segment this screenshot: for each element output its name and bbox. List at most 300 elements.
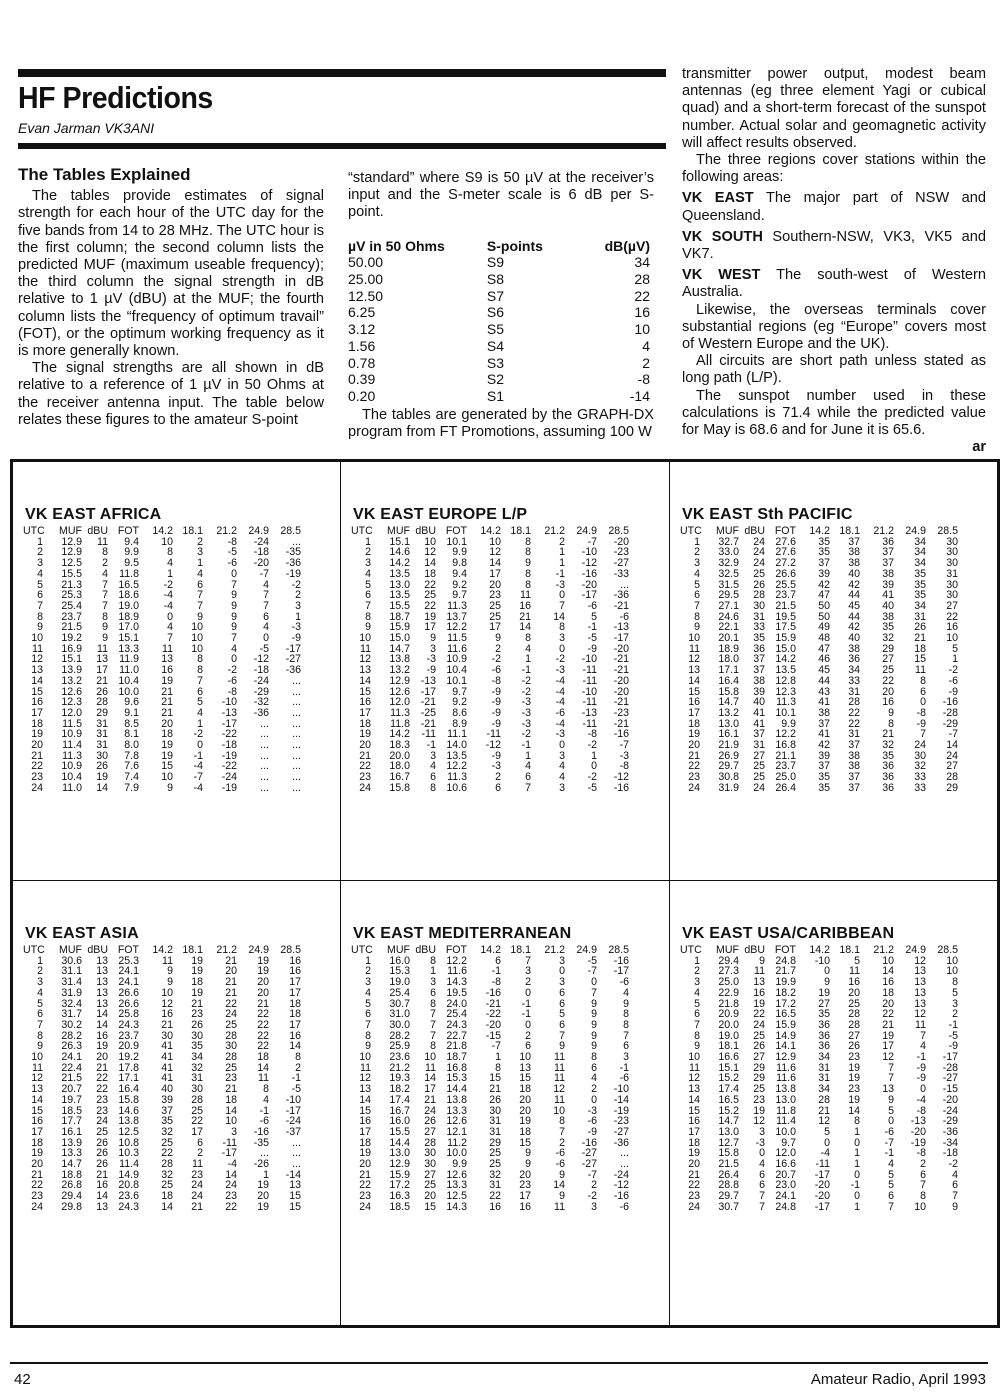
table-cell: -6 xyxy=(619,976,629,989)
prediction-column-header: 14.2 xyxy=(809,944,830,956)
table-cell: 13.0 xyxy=(718,1125,739,1138)
table-cell: 28.2 xyxy=(61,1029,82,1042)
table-cell: 1 xyxy=(197,557,203,570)
table-cell: 39 xyxy=(161,1093,173,1106)
table-cell: 19 xyxy=(688,728,700,741)
table-cell: 12 xyxy=(818,1115,830,1128)
table-cell: -6 xyxy=(884,1125,894,1138)
table-cell: 44 xyxy=(818,674,830,687)
prediction-column-header: 14.2 xyxy=(480,525,501,537)
table-cell: 12 xyxy=(424,546,436,559)
table-cell: 18 xyxy=(31,717,43,730)
table-cell: 26.4 xyxy=(775,781,796,794)
table-row xyxy=(680,1095,958,1106)
table-cell: 8 xyxy=(365,1029,371,1042)
table-cell: 18 xyxy=(914,642,926,655)
table-cell: -20 xyxy=(910,1125,926,1138)
table-cell: 0 xyxy=(167,610,173,623)
table-cell: -11 xyxy=(582,674,597,687)
table-cell: 26.6 xyxy=(118,997,139,1010)
table-cell: -2 xyxy=(587,771,597,784)
table-cell: 15 xyxy=(161,760,173,773)
table-cell: 11.6 xyxy=(447,642,467,655)
prediction-column-header: 21.2 xyxy=(873,525,894,537)
table-cell: 25 xyxy=(96,1125,108,1138)
table-cell: 21 xyxy=(225,986,237,999)
table-cell: 16 xyxy=(31,1115,43,1128)
table-cell: 32.7 xyxy=(718,535,739,548)
publication-line: Amateur Radio, April 1993 xyxy=(810,1371,986,1388)
table-cell: 8 xyxy=(920,1190,926,1203)
table-cell: 48 xyxy=(818,632,830,645)
table-cell: 6 xyxy=(920,685,926,698)
page-title: HF Predictions xyxy=(18,80,213,115)
table-cell: -2 xyxy=(555,653,565,666)
table-cell: -19 xyxy=(613,1104,629,1117)
table-cell: 17 xyxy=(489,621,501,634)
table-cell: 12.9 xyxy=(61,535,82,548)
table-cell: 16.9 xyxy=(61,642,82,655)
table-cell: 17 xyxy=(191,1125,203,1138)
table-cell: 1 xyxy=(37,535,43,548)
table-cell: 4 xyxy=(623,986,629,999)
table-cell: 7 xyxy=(365,1018,371,1031)
table-cell: 19 xyxy=(848,1072,860,1085)
table-cell: 14.3 xyxy=(446,976,467,989)
table-cell: 14 xyxy=(96,781,108,794)
table-cell: 7 xyxy=(102,589,108,602)
table-cell: 22 xyxy=(225,997,237,1010)
table-cell: 19 xyxy=(257,1179,269,1192)
table-cell: 15.5 xyxy=(389,599,410,612)
table-cell: -6 xyxy=(555,1158,565,1171)
table-cell: 7 xyxy=(231,578,237,591)
region-vk-east xyxy=(682,190,986,224)
table-cell: 6 xyxy=(623,1040,629,1053)
table-cell: 10 xyxy=(519,1051,531,1064)
table-cell: 41 xyxy=(753,706,765,719)
table-cell: 35 xyxy=(818,781,830,794)
table-cell: 17 xyxy=(359,1125,371,1138)
table-cell: 26 xyxy=(914,621,926,634)
table-cell: 11 xyxy=(520,589,531,602)
table-cell: 9 xyxy=(952,1200,958,1213)
table-cell: -36 xyxy=(613,1136,629,1149)
table-cell: 35 xyxy=(914,567,926,580)
table-cell: 25 xyxy=(489,610,501,623)
table-cell: 10 xyxy=(359,1051,371,1064)
table-cell: 16 xyxy=(688,696,700,709)
table-cell: 2 xyxy=(295,1061,301,1074)
table-cell: 29.7 xyxy=(718,760,739,773)
paragraph: The signal strengths are all shown in dB relative to a reference of 1 µV in 50 Ohms at the receiver antenna input. The table below relates these figures to the amateur S-point xyxy=(18,360,324,428)
table-cell: 4 xyxy=(197,567,203,580)
table-cell: 34 xyxy=(914,599,926,612)
table-cell: 4 xyxy=(102,567,108,580)
table-cell: 35 xyxy=(753,632,765,645)
table-cell: 13.9 xyxy=(61,664,82,677)
table-cell: 5 xyxy=(694,997,700,1010)
table-cell: -24 xyxy=(221,771,237,784)
table-cell: 21.9 xyxy=(718,739,739,752)
table-cell: -9 xyxy=(916,1072,926,1085)
table-cell: 8.0 xyxy=(124,739,139,752)
table-cell: 14 xyxy=(96,1008,108,1021)
table-cell: 23 xyxy=(96,1104,108,1117)
table-cell: 7.8 xyxy=(124,749,139,762)
table-cell: 19 xyxy=(191,965,203,978)
table-cell: 23 xyxy=(489,589,501,602)
table-cell: 1 xyxy=(854,1200,860,1213)
table-cell: 5 xyxy=(694,578,700,591)
table-cell: 9.9 xyxy=(124,546,139,559)
table-cell: 19 xyxy=(818,986,830,999)
table-cell: 31 xyxy=(96,739,108,752)
table-cell: 7.4 xyxy=(124,771,139,784)
table-cell: 1 xyxy=(854,1147,860,1160)
table-cell: -13 xyxy=(420,674,436,687)
table-cell: -4 xyxy=(163,599,173,612)
table-cell: 27.3 xyxy=(718,965,739,978)
table-cell: 13.3 xyxy=(446,1104,467,1117)
prediction-panel-east-usa-caribbean xyxy=(669,880,998,1326)
table-cell: 5 xyxy=(591,610,597,623)
table-cell: 22.9 xyxy=(718,986,739,999)
table-cell: 31.9 xyxy=(718,781,739,794)
table-cell: 13.5 xyxy=(389,567,410,580)
prediction-column-header: dBU xyxy=(744,944,765,956)
table-cell: 38 xyxy=(882,567,894,580)
table-cell: -13 xyxy=(910,1115,926,1128)
table-cell: 12 xyxy=(161,997,173,1010)
table-cell: 13 xyxy=(31,664,43,677)
table-cell: 13 xyxy=(31,1083,43,1096)
paragraph: The three regions cover stations within the following areas: xyxy=(682,152,986,186)
table-cell: 19 xyxy=(31,728,43,741)
table-cell: 3 xyxy=(231,1125,237,1138)
table-cell: -17 xyxy=(285,1104,301,1117)
table-cell: 19 xyxy=(753,1104,765,1117)
table-cell: -3 xyxy=(555,664,565,677)
panel-title: VK EAST EUROPE L/P xyxy=(353,506,528,523)
table-cell: 3 xyxy=(759,1125,765,1138)
table-cell: 20 xyxy=(688,739,700,752)
table-cell: 4 xyxy=(365,567,371,580)
table-cell: 25.4 xyxy=(61,599,82,612)
table-cell: 1 xyxy=(854,1125,860,1138)
table-cell: -16 xyxy=(581,567,597,580)
table-cell: 24 xyxy=(225,1179,237,1192)
table-cell: -35 xyxy=(285,546,301,559)
table-cell: -21 xyxy=(420,717,436,730)
table-cell: -13 xyxy=(221,706,237,719)
table-cell: -1 xyxy=(291,1072,301,1085)
table-cell: 9 xyxy=(37,621,43,634)
table-cell: 12.6 xyxy=(389,685,410,698)
table-cell: 39 xyxy=(753,685,765,698)
table-cell: -5 xyxy=(259,642,269,655)
table-cell: 8.1 xyxy=(124,728,139,741)
table-cell: 8 xyxy=(430,954,436,967)
table-cell: 0 xyxy=(231,653,237,666)
spoint-cell-db: 22 xyxy=(634,287,650,304)
table-cell: 29 xyxy=(882,642,894,655)
table-cell: 36 xyxy=(818,1040,830,1053)
table-cell: 19 xyxy=(882,1029,894,1042)
table-cell: -27 xyxy=(285,653,301,666)
table-cell: 7 xyxy=(952,1190,958,1203)
prediction-column-header: UTC xyxy=(23,944,45,956)
table-cell: 10 xyxy=(31,1051,43,1064)
table-cell: 18 xyxy=(161,1190,173,1203)
table-cell: 0 xyxy=(759,1147,765,1160)
table-cell: 4 xyxy=(37,567,43,580)
table-cell: 9 xyxy=(623,997,629,1010)
prediction-column-header: UTC xyxy=(351,944,373,956)
table-cell: 15.9 xyxy=(775,632,796,645)
table-cell: -15 xyxy=(485,1029,501,1042)
prediction-column-header: 14.2 xyxy=(152,944,173,956)
table-cell: 18.7 xyxy=(446,1051,467,1064)
table-cell: 21 xyxy=(161,685,173,698)
table-cell: 4 xyxy=(365,986,371,999)
table-cell: 6 xyxy=(759,1179,765,1192)
table-cell: -3 xyxy=(555,728,565,741)
table-cell: 12 xyxy=(688,653,700,666)
table-cell: 2 xyxy=(525,1029,531,1042)
table-cell: 4 xyxy=(197,706,203,719)
table-cell: 31 xyxy=(489,1115,501,1128)
table-cell: 3 xyxy=(430,642,436,655)
table-cell: -24 xyxy=(613,1168,629,1181)
table-cell: 7 xyxy=(920,1179,926,1192)
table-cell: 16 xyxy=(882,976,894,989)
table-cell: 25.3 xyxy=(118,954,139,967)
table-cell: -4 xyxy=(555,685,565,698)
table-cell: 35 xyxy=(818,535,830,548)
table-cell: ... xyxy=(292,717,301,730)
table-cell: 22 xyxy=(489,1190,501,1203)
prediction-column-header: UTC xyxy=(680,525,702,537)
table-cell: 30 xyxy=(96,749,108,762)
table-cell: 19 xyxy=(191,986,203,999)
table-cell: 16 xyxy=(489,1200,501,1213)
table-cell: -2 xyxy=(521,685,531,698)
table-cell: 18.9 xyxy=(118,610,139,623)
table-cell: ... xyxy=(260,728,269,741)
table-cell: 32 xyxy=(161,1168,173,1181)
table-cell: -3 xyxy=(521,696,531,709)
table-cell: 9.7 xyxy=(452,589,467,602)
table-cell: 38 xyxy=(882,610,894,623)
prediction-column-header: 18.1 xyxy=(182,525,203,537)
table-cell: 16 xyxy=(359,696,371,709)
table-cell: 24 xyxy=(31,1200,43,1213)
table-cell: 16.7 xyxy=(389,1104,410,1117)
table-cell: -14 xyxy=(613,1093,629,1106)
table-cell: 13 xyxy=(359,1083,371,1096)
table-cell: 20.8 xyxy=(118,1179,139,1192)
table-cell: -16 xyxy=(942,696,958,709)
table-cell: 22 xyxy=(31,1179,43,1192)
table-cell: 15.9 xyxy=(775,1018,796,1031)
table-cell: -16 xyxy=(581,1136,597,1149)
table-cell: 23 xyxy=(191,1168,203,1181)
table-cell: -1 xyxy=(521,1008,531,1021)
table-cell: 14.0 xyxy=(446,739,467,752)
table-cell: 26 xyxy=(424,1115,436,1128)
table-cell: -20 xyxy=(613,674,629,687)
table-cell: 10 xyxy=(688,632,700,645)
table-cell: ... xyxy=(292,1158,301,1171)
table-cell: 27.1 xyxy=(718,599,739,612)
table-cell: 37 xyxy=(848,739,860,752)
table-cell: 11.3 xyxy=(447,771,467,784)
table-cell: 8 xyxy=(525,578,531,591)
table-cell: 6 xyxy=(694,1008,700,1021)
article-column-2 xyxy=(348,170,654,441)
table-cell: 23.7 xyxy=(775,589,796,602)
table-cell: -36 xyxy=(285,664,301,677)
table-cell: 4 xyxy=(920,1040,926,1053)
table-cell: 1 xyxy=(365,954,371,967)
table-cell: 20.9 xyxy=(718,1008,739,1021)
table-cell: 3 xyxy=(525,965,531,978)
table-cell: 6 xyxy=(888,1190,894,1203)
table-cell: 8 xyxy=(525,535,531,548)
table-cell: 16.3 xyxy=(389,1190,410,1203)
table-cell: 24 xyxy=(753,557,765,570)
table-cell: -21 xyxy=(613,599,629,612)
table-cell: 26.6 xyxy=(775,567,796,580)
table-cell: -2 xyxy=(227,664,237,677)
table-cell: 9 xyxy=(167,781,173,794)
table-cell: 8 xyxy=(854,1115,860,1128)
table-cell: 15 xyxy=(359,685,371,698)
table-cell: 9.8 xyxy=(452,557,467,570)
table-cell: 9.4 xyxy=(452,567,467,580)
table-cell: 19 xyxy=(359,1147,371,1160)
table-cell: 40 xyxy=(848,567,860,580)
table-cell: 10 xyxy=(225,1115,237,1128)
table-cell: 33 xyxy=(848,674,860,687)
table-row xyxy=(351,569,629,580)
table-cell: 17 xyxy=(688,706,700,719)
table-cell: -22 xyxy=(485,1008,501,1021)
table-cell: 37 xyxy=(818,717,830,730)
table-cell: 41 xyxy=(753,717,765,730)
table-cell: 34 xyxy=(818,1051,830,1064)
table-cell: 13 xyxy=(161,653,173,666)
table-cell: -2 xyxy=(948,664,958,677)
table-cell: 4 xyxy=(263,578,269,591)
table-cell: 3 xyxy=(559,954,565,967)
table-cell: -20 xyxy=(814,1179,830,1192)
table-row xyxy=(680,783,958,794)
table-cell: 15.1 xyxy=(389,535,410,548)
table-cell: 26.8 xyxy=(61,1179,82,1192)
table-cell: 14 xyxy=(882,965,894,978)
table-cell: 17 xyxy=(96,664,108,677)
table-cell: 17 xyxy=(31,1125,43,1138)
table-cell: 21.5 xyxy=(775,599,796,612)
table-cell: 42 xyxy=(848,621,860,634)
table-cell: 21 xyxy=(519,610,531,623)
table-cell: 10.3 xyxy=(118,1147,139,1160)
table-cell: 10 xyxy=(191,621,203,634)
table-cell: 18 xyxy=(225,1093,237,1106)
table-cell: 4 xyxy=(167,557,173,570)
table-cell: 11 xyxy=(97,535,108,548)
table-cell: -17 xyxy=(221,1147,237,1160)
table-cell: 26.4 xyxy=(718,1168,739,1181)
table-cell: 3 xyxy=(623,1051,629,1064)
table-cell: 21 xyxy=(688,1168,700,1181)
table-cell: 7 xyxy=(759,1190,765,1203)
table-cell: 18 xyxy=(289,1008,301,1021)
table-cell: 17 xyxy=(289,1018,301,1031)
table-cell: 6 xyxy=(430,771,436,784)
table-cell: 29.4 xyxy=(61,1190,82,1203)
table-cell: 16.0 xyxy=(389,954,410,967)
table-cell: 17 xyxy=(289,986,301,999)
table-cell: 14 xyxy=(553,610,565,623)
table-cell: 21.7 xyxy=(775,965,796,978)
table-cell: 3 xyxy=(952,997,958,1010)
table-cell: 31 xyxy=(946,567,958,580)
table-cell: 13 xyxy=(96,1200,108,1213)
table-cell: -7 xyxy=(193,771,203,784)
table-cell: 15.1 xyxy=(61,653,82,666)
prediction-column-header: 18.1 xyxy=(510,944,531,956)
spoint-cell-spoint: S2 xyxy=(486,371,505,388)
table-cell: 28 xyxy=(753,589,765,602)
table-cell: -8 xyxy=(916,1104,926,1117)
table-cell: 15.3 xyxy=(389,965,410,978)
table-cell: 25 xyxy=(424,1179,436,1192)
table-cell: -37 xyxy=(285,1125,301,1138)
table-cell: 20 xyxy=(359,739,371,752)
table-cell: -1 xyxy=(426,739,436,752)
table-cell: 13.2 xyxy=(718,706,739,719)
table-cell: 11.9 xyxy=(119,653,139,666)
table-cell: 28 xyxy=(946,771,958,784)
table-cell: -20 xyxy=(613,685,629,698)
table-cell: -1 xyxy=(521,997,531,1010)
table-cell: 17 xyxy=(31,706,43,719)
table-cell: 11 xyxy=(32,1061,43,1074)
table-cell: -1 xyxy=(884,1147,894,1160)
table-cell: 0 xyxy=(559,589,565,602)
table-cell: 15.9 xyxy=(389,621,410,634)
spoint-cell-db: -8 xyxy=(637,371,650,388)
table-cell: ... xyxy=(260,771,269,784)
table-cell: -6 xyxy=(587,599,597,612)
table-cell: 13.3 xyxy=(446,1179,467,1192)
table-cell: -2 xyxy=(163,578,173,591)
table-cell: 20 xyxy=(257,986,269,999)
table-cell: 19 xyxy=(31,1147,43,1160)
table-cell: -21 xyxy=(613,664,629,677)
table-cell: 3 xyxy=(295,599,301,612)
table-cell: 21.5 xyxy=(718,1158,739,1171)
table-cell: 12 xyxy=(882,1051,894,1064)
region-name: VK WEST xyxy=(682,267,761,284)
table-cell: 16.4 xyxy=(718,674,739,687)
table-cell: 16.4 xyxy=(118,1083,139,1096)
table-cell: 23 xyxy=(359,771,371,784)
table-cell: 13 xyxy=(96,653,108,666)
